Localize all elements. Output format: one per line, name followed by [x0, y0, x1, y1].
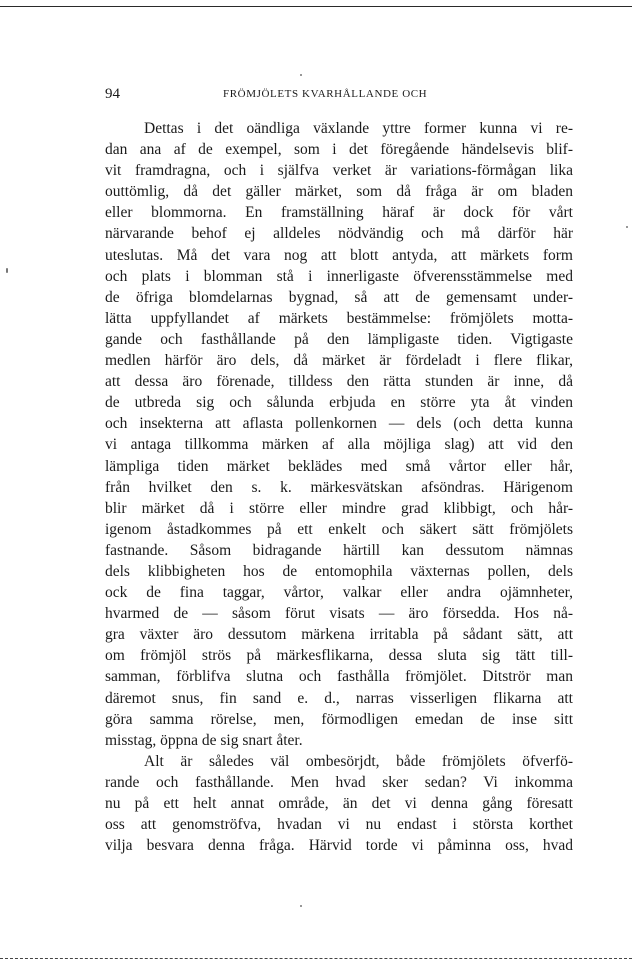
text-line: vilja besvara denna fråga. Härvid torde vi påminna oss, hvad: [105, 837, 573, 855]
text-line: outtömlig, då det gäller märket, som då fråga är om bladen: [105, 183, 573, 201]
scan-speck: [300, 74, 302, 76]
body-text: [105, 118, 573, 856]
text-line: från hvilket den s. k. märkesvätskan afsöndras. Härigenom: [105, 478, 573, 496]
text-line: lätta uppfyllandet af märkets bestämmelse: frömjölets motta-: [105, 309, 573, 327]
text-line: igenom åstadkommes på ett enkelt och säkert sätt frömjölets: [105, 520, 573, 538]
text-line: fastnande. Såsom bidragande härtill kan dessutom nämnas: [105, 541, 573, 559]
text-line: gra växter äro dessutom märkena irritabla på sådant sätt, att: [105, 626, 573, 644]
page-number: 94: [105, 86, 120, 102]
text-line: gande och fasthållande på den lämpligaste tiden. Vigtigaste: [105, 330, 573, 348]
running-head: [105, 86, 573, 108]
scan-speck: [300, 905, 302, 907]
text-line: misstag, öppna de sig snart åter.: [105, 731, 303, 749]
text-line: oss att genomströfva, hvadan vi nu endast i största korthet: [105, 816, 573, 834]
text-line: dan ana af de exempel, som i det föregående händelsevis blif-: [105, 141, 573, 159]
text-line: dels klibbigheten hos de entomophila växternas pollen, dels: [105, 562, 573, 580]
text-line: blir märket då i större eller mindre grad klibbigt, och hår-: [105, 499, 573, 517]
text-line: vi antaga tillkomma märken af alla möjliga slag) att vid den: [105, 436, 573, 454]
text-line: och insekterna att aflasta pollenkornen — dels (och detta kunna: [105, 415, 573, 433]
running-title: FRÖMJÖLETS KVARHÅLLANDE OCH: [223, 88, 428, 100]
top-border-rule: [0, 6, 632, 7]
scan-speck: [626, 226, 628, 228]
text-line: medlen härför äro dels, då märket är fördeladt i flere flikar,: [105, 352, 573, 370]
text-line: samman, förblifva slutna och fasthålla frömjölet. Ditströr man: [105, 668, 573, 686]
text-line: och plats i blomman stå i innerligaste öfverensstämmelse med: [105, 267, 573, 285]
book-page: [105, 86, 573, 856]
text-line: ock de fina taggar, vårtor, valkar eller andra ojämnheter,: [105, 584, 573, 602]
text-line: lämpliga tiden märket beklädes med små vårtor eller hår,: [105, 457, 573, 475]
text-line: göra samma rörelse, men, förmodligen emedan de inse sitt: [105, 710, 573, 728]
text-line: de öfriga blomdelarnas bygnad, så att de gemensamt under-: [105, 288, 573, 306]
text-line: eller blommorna. En framställning häraf är dock för vårt: [105, 204, 573, 222]
text-line: Alt är således väl ombesörjdt, både frömjölets öfverfö-: [144, 752, 573, 770]
text-line: rande och fasthållande. Men hvad sker sedan? Vi inkomma: [105, 773, 573, 791]
text-line: närvarande behof ej alldeles nödvändig och må därför här: [105, 225, 573, 243]
scan-speck: [6, 268, 8, 273]
text-line: vit framdragna, och i själfva verket är variations-förmågan lika: [105, 162, 573, 180]
text-line: däremot snus, fin sand e. d., narras visserligen flikarna att: [105, 689, 573, 707]
bottom-border-rule: [0, 958, 632, 959]
text-line: att dessa äro förenade, tilldess den rätta stunden är inne, då: [105, 373, 573, 391]
text-line: Dettas i det oändliga växlande yttre former kunna vi re-: [144, 120, 573, 137]
text-line: hvarmed de — såsom förut visats — äro försedda. Hos nå-: [105, 605, 573, 623]
text-line: de utbreda sig och sålunda erbjuda en större yta åt vinden: [105, 394, 573, 412]
text-line: uteslutas. Må det vara nog att blott antyda, att märkets form: [105, 246, 573, 264]
text-line: om frömjöl strös på märkesflikarna, dessa sluta sig tätt till-: [105, 647, 573, 665]
text-line: nu på ett helt annat område, än det vi denna gång föresatt: [105, 795, 573, 812]
